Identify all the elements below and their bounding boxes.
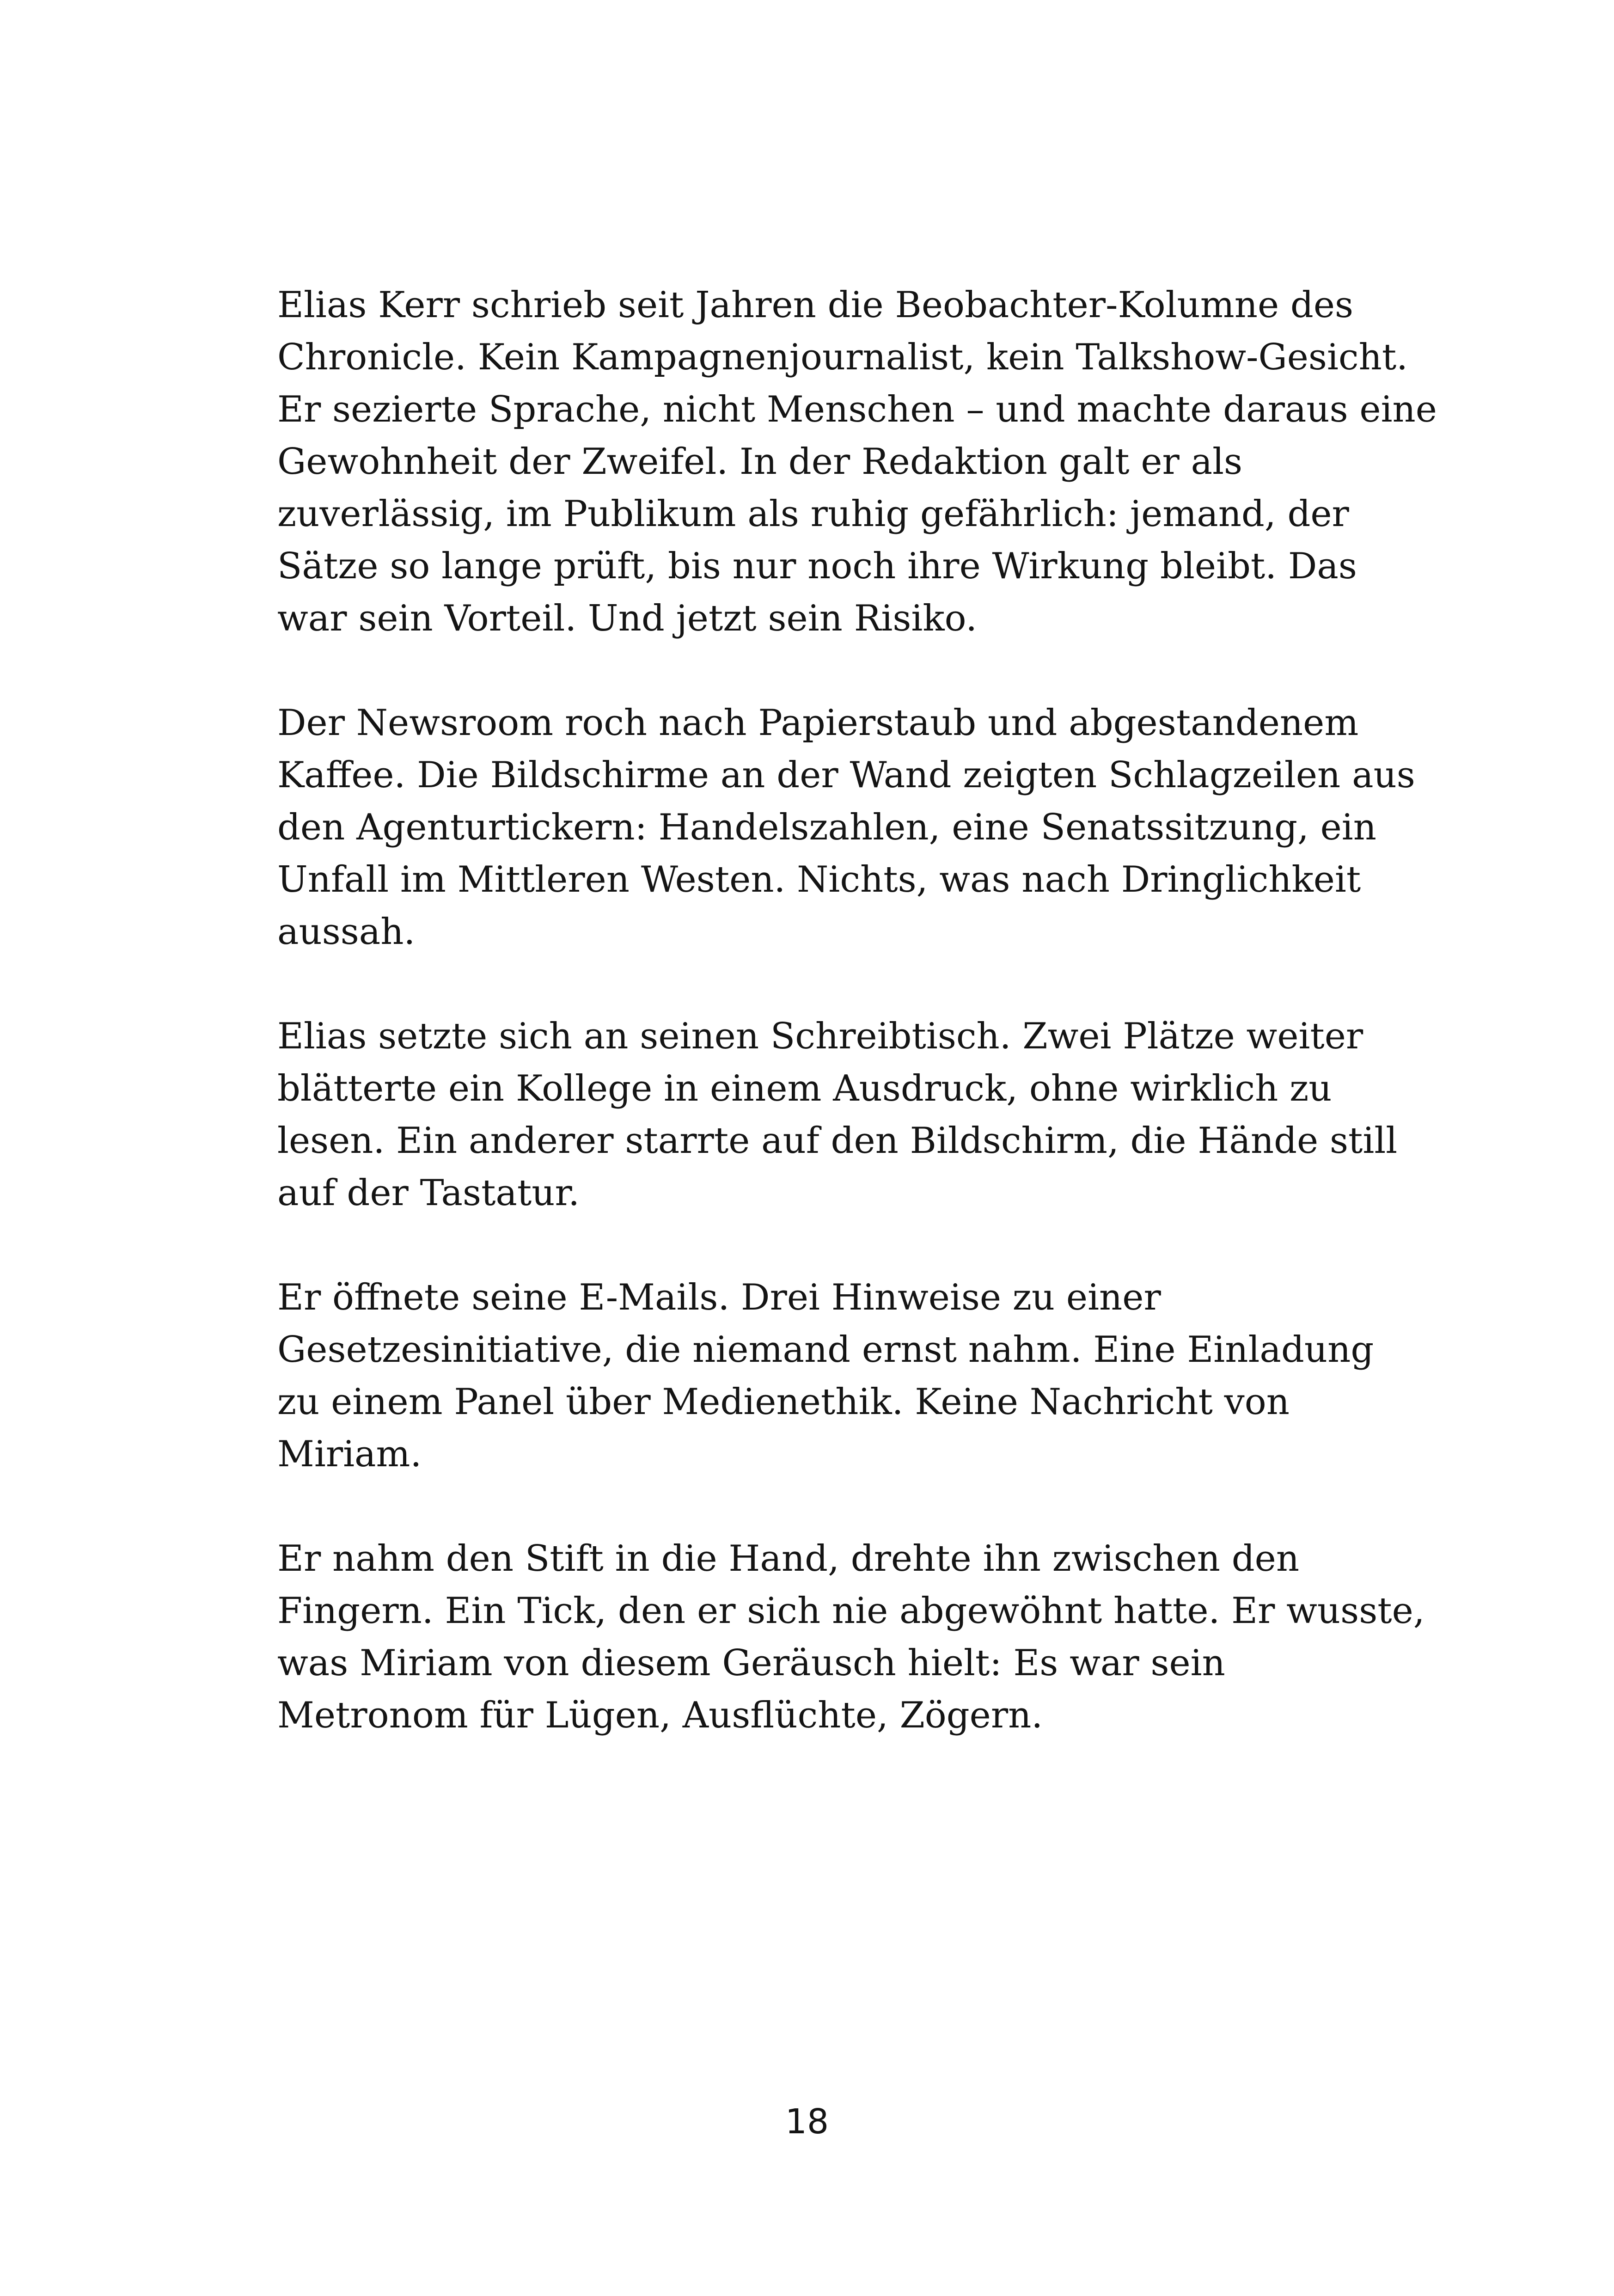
- text-line: Sätze so lange prüft, bis nur noch ihre Wirkung bleibt. Das: [277, 545, 1357, 587]
- page-number: 18: [785, 2102, 829, 2142]
- text-line: Gesetzesinitiative, die niemand ernst nahm. Eine Einladung: [277, 1329, 1374, 1371]
- text-line: Chronicle. Kein Kampagnenjournalist, kein Talkshow-Gesicht.: [277, 337, 1408, 378]
- text-line: Der Newsroom roch nach Papierstaub und abgestandenem: [277, 702, 1359, 744]
- text-line: zu einem Panel über Medienethik. Keine Nachricht von: [277, 1381, 1290, 1423]
- text-line: Fingern. Ein Tick, den er sich nie abgewöhnt hatte. Er wusste,: [277, 1590, 1425, 1632]
- paragraph-2: [277, 697, 1415, 958]
- paragraph-5: [277, 1533, 1425, 1742]
- paragraph-1: [277, 279, 1437, 645]
- text-line: Miriam.: [277, 1433, 422, 1475]
- text-line: Metronom für Lügen, Ausflüchte, Zögern.: [277, 1695, 1043, 1736]
- paragraph-spacer: [277, 645, 1354, 697]
- text-line: auf der Tastatur.: [277, 1172, 580, 1214]
- text-line: war sein Vorteil. Und jetzt sein Risiko.: [277, 598, 977, 639]
- text-line: was Miriam von diesem Geräusch hielt: Es war sein: [277, 1642, 1225, 1684]
- paragraph-spacer: [277, 1481, 1354, 1533]
- text-line: Gewohnheit der Zweifel. In der Redaktion galt er als: [277, 441, 1243, 483]
- paragraph-3: [277, 1010, 1398, 1219]
- body-text: [277, 279, 1437, 1742]
- text-line: Er nahm den Stift in die Hand, drehte ihn zwischen den: [277, 1538, 1300, 1580]
- paragraph-spacer: [277, 958, 1354, 1010]
- text-line: Kaffee. Die Bildschirme an der Wand zeigten Schlagzeilen aus: [277, 754, 1415, 796]
- text-line: Er sezierte Sprache, nicht Menschen – und machte daraus eine: [277, 389, 1437, 430]
- text-line: zuverlässig, im Publikum als ruhig gefährlich: jemand, der: [277, 493, 1349, 535]
- text-line: blätterte ein Kollege in einem Ausdruck, ohne wirklich zu: [277, 1068, 1332, 1109]
- text-line: Elias Kerr schrieb seit Jahren die Beobachter-Kolumne des: [277, 284, 1354, 326]
- text-line: aussah.: [277, 911, 416, 953]
- text-line: Er öffnete seine E-Mails. Drei Hinweise zu einer: [277, 1277, 1161, 1318]
- paragraph-spacer: [277, 1219, 1354, 1272]
- text-line: den Agenturtickern: Handelszahlen, eine Senatssitzung, ein: [277, 807, 1376, 848]
- text-line: Elias setzte sich an seinen Schreibtisch. Zwei Plätze weiter: [277, 1016, 1363, 1057]
- paragraph-4: [277, 1272, 1374, 1481]
- text-line: lesen. Ein anderer starrte auf den Bildschirm, die Hände still: [277, 1120, 1398, 1162]
- text-line: Unfall im Mittleren Westen. Nichts, was nach Dringlichkeit: [277, 859, 1361, 900]
